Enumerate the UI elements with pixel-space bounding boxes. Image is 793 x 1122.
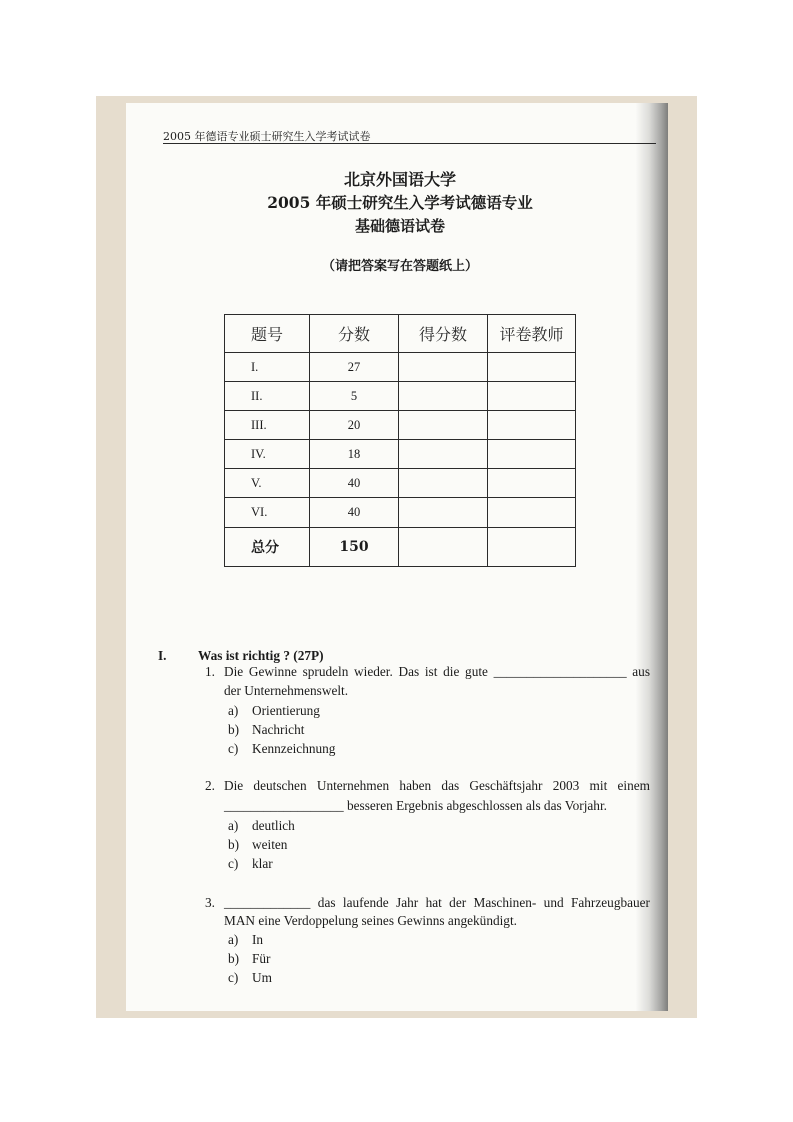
question-text-line: __________________ besseren Ergebnis abgeschlossen als das Vorjahr. [224, 798, 607, 813]
score-cell [399, 411, 488, 440]
table-row [225, 382, 576, 411]
header-score: 得分数 [399, 315, 488, 353]
option-letter: a) [228, 703, 239, 718]
section-number: I. [158, 648, 167, 663]
section-title: Was ist richtig ? (27P) [198, 648, 324, 663]
question-number: 1. [205, 664, 215, 679]
university-name: 北京外国语大学 [343, 170, 456, 189]
row-points: 40 [310, 469, 399, 498]
header-points: 分数 [310, 315, 399, 353]
header-rule [163, 143, 656, 144]
score-cell [399, 353, 488, 382]
option-text: Kennzeichnung [252, 741, 336, 756]
score-table-header [225, 315, 576, 353]
row-item: III. [225, 411, 310, 440]
table-row [225, 469, 576, 498]
option-letter: b) [228, 722, 240, 737]
row-item: I. [225, 353, 310, 382]
row-item: IV. [225, 440, 310, 469]
option-letter: c) [228, 856, 239, 871]
option-text: klar [252, 856, 273, 871]
paper-title: 基础德语试卷 [354, 217, 445, 235]
grader-cell [488, 469, 576, 498]
row-points: 18 [310, 440, 399, 469]
table-row [225, 440, 576, 469]
option-letter: b) [228, 837, 240, 852]
question-number: 2. [205, 778, 215, 793]
grader-cell [488, 353, 576, 382]
question-text-line: Die Gewinne sprudeln wieder. Das ist die gute ____________________ aus [224, 664, 650, 679]
running-header: 2005 年德语专业硕士研究生入学考试试卷 [163, 130, 371, 143]
answer-instruction: （请把答案写在答题纸上） [321, 259, 478, 274]
row-points: 20 [310, 411, 399, 440]
score-cell [399, 498, 488, 528]
table-row [225, 411, 576, 440]
table-row [225, 498, 576, 528]
option-letter: b) [228, 951, 240, 966]
score-cell [399, 440, 488, 469]
grader-cell [488, 498, 576, 528]
score-cell [399, 382, 488, 411]
score-cell [399, 528, 488, 567]
exam-title: 2005 年硕士研究生入学考试德语专业 [267, 193, 533, 212]
score-table [224, 314, 576, 567]
question-text-line: MAN eine Verdoppelung seines Gewinns angekündigt. [224, 913, 517, 928]
grader-cell [488, 440, 576, 469]
option-text: Orientierung [252, 703, 320, 718]
row-points: 27 [310, 353, 399, 382]
row-item: VI. [225, 498, 310, 528]
question-text-line: Die deutschen Unternehmen haben das Geschäftsjahr 2003 mit einem [224, 778, 650, 793]
grader-cell [488, 528, 576, 567]
header-grader: 评卷教师 [488, 315, 576, 353]
table-row [225, 353, 576, 382]
question-text-line: der Unternehmenswelt. [224, 683, 349, 698]
grader-cell [488, 411, 576, 440]
option-text: Nachricht [252, 722, 305, 737]
total-label: 总分 [225, 528, 310, 567]
row-points: 5 [310, 382, 399, 411]
question-text-line: _____________ das laufende Jahr hat der Maschinen- und Fahrzeugbauer [224, 895, 650, 910]
table-row-total [225, 528, 576, 567]
grader-cell [488, 382, 576, 411]
option-text: deutlich [252, 818, 295, 833]
option-text: weiten [252, 837, 288, 852]
option-letter: a) [228, 932, 239, 947]
option-letter: c) [228, 741, 239, 756]
row-item: V. [225, 469, 310, 498]
option-letter: a) [228, 818, 239, 833]
row-item: II. [225, 382, 310, 411]
header-question-number: 题号 [225, 315, 310, 353]
score-cell [399, 469, 488, 498]
option-text: Für [252, 951, 271, 966]
option-text: Um [252, 970, 272, 985]
total-points: 150 [310, 528, 399, 567]
question-number: 3. [205, 895, 215, 910]
option-letter: c) [228, 970, 239, 985]
row-points: 40 [310, 498, 399, 528]
option-text: In [252, 932, 264, 947]
